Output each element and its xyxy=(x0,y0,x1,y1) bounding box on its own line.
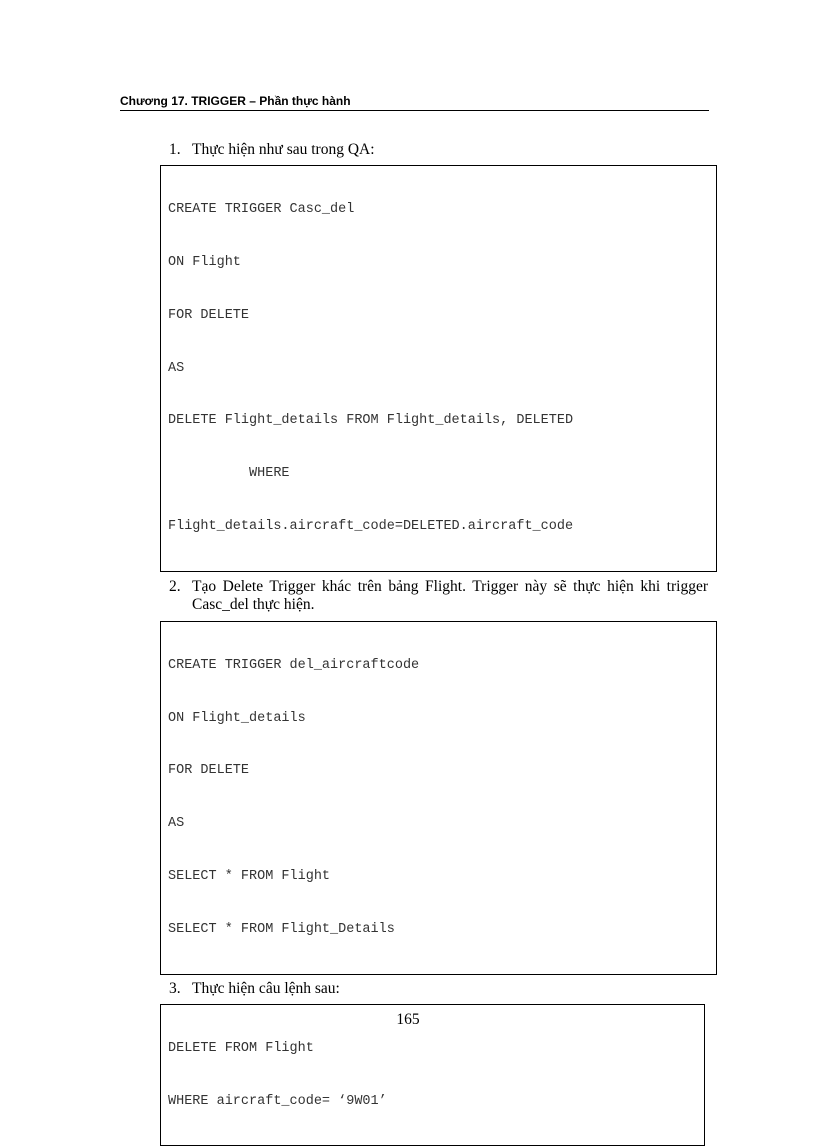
code-line: SELECT * FROM Flight_Details xyxy=(168,921,395,937)
code-line: DELETE FROM Flight xyxy=(168,1040,314,1056)
page-number: 165 xyxy=(396,1011,420,1028)
code-block-2 xyxy=(160,621,717,975)
code-line: CREATE TRIGGER del_aircraftcode xyxy=(168,657,420,673)
step-2-text: Tạo Delete Trigger khác trên bảng Flight. Trigger này sẽ thực hiện khi trigger Casc_del thực hiện. xyxy=(192,577,708,613)
step-3-number: 3. xyxy=(169,979,181,997)
code-line: ON Flight_details xyxy=(168,710,306,726)
code-line: FOR DELETE xyxy=(168,763,250,779)
code-line: WHERE aircraft_code= ‘9W01’ xyxy=(168,1093,387,1109)
code-line: AS xyxy=(168,360,185,376)
code-line: ON Flight xyxy=(168,254,241,270)
code-line: DELETE Flight_details FROM Flight_details, DELETED xyxy=(168,413,574,429)
code-block-1 xyxy=(160,165,717,572)
step-3 xyxy=(160,980,710,998)
page-content xyxy=(160,141,710,1146)
code-line: SELECT * FROM Flight xyxy=(168,868,331,884)
step-2-number: 2. xyxy=(169,577,181,595)
step-3-text: Thực hiện câu lệnh sau: xyxy=(192,979,340,997)
code-line: CREATE TRIGGER Casc_del xyxy=(168,202,355,218)
step-2 xyxy=(160,578,710,614)
code-line: FOR DELETE xyxy=(168,307,250,323)
chapter-header: Chương 17. TRIGGER – Phần thực hành xyxy=(120,94,709,111)
step-1-text: Thực hiện như sau trong QA: xyxy=(192,141,375,158)
step-1-number: 1. xyxy=(169,141,181,158)
code-line: AS xyxy=(168,816,185,832)
step-1 xyxy=(160,141,710,159)
code-line: WHERE xyxy=(168,466,290,482)
code-line: Flight_details.aircraft_code=DELETED.aircraft_code xyxy=(168,518,574,534)
